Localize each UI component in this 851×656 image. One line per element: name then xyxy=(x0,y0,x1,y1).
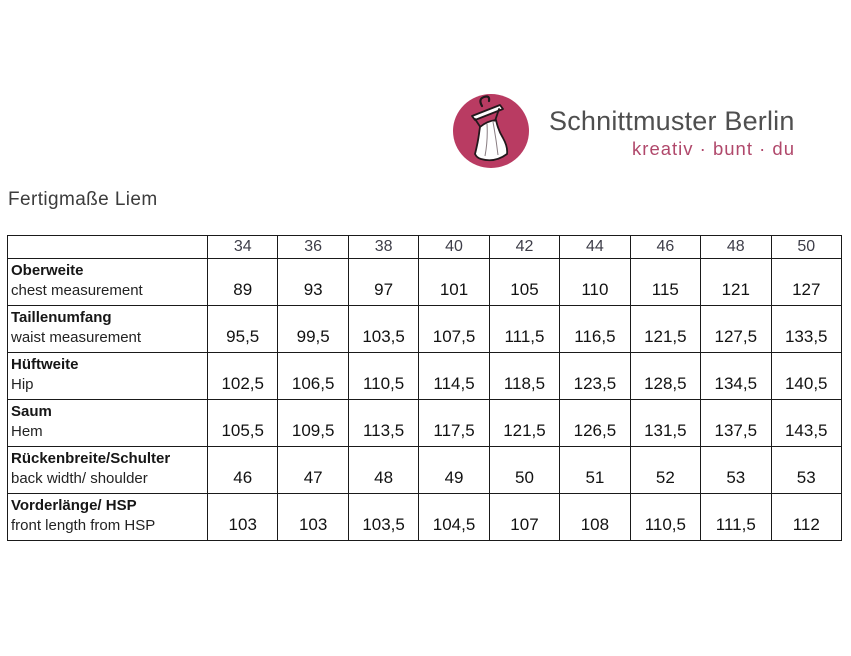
measurement-value: 53 xyxy=(701,447,771,494)
measurement-value: 103,5 xyxy=(348,306,418,353)
measurement-value: 93 xyxy=(278,259,348,306)
page-title: Fertigmaße Liem xyxy=(8,189,158,210)
measurement-value: 106,5 xyxy=(278,353,348,400)
brand-logo xyxy=(451,90,801,180)
size-table-body xyxy=(8,259,842,541)
dress-on-hanger-icon xyxy=(451,90,531,170)
row-label-de: Taillenumfang xyxy=(11,309,112,326)
measurement-value: 134,5 xyxy=(701,353,771,400)
table-row xyxy=(8,447,842,494)
row-label-cell xyxy=(8,400,208,447)
size-table xyxy=(7,235,842,541)
row-label-en: waist measurement xyxy=(11,329,142,346)
measurement-value: 52 xyxy=(630,447,700,494)
measurement-value: 103 xyxy=(278,494,348,541)
measurement-value: 143,5 xyxy=(771,400,842,447)
table-row xyxy=(8,306,842,353)
size-column-header: 38 xyxy=(348,236,418,259)
measurement-value: 133,5 xyxy=(771,306,842,353)
measurement-value: 137,5 xyxy=(701,400,771,447)
corner-cell xyxy=(8,236,208,259)
size-column-header: 42 xyxy=(489,236,559,259)
size-column-header: 50 xyxy=(771,236,842,259)
row-label-de: Oberweite xyxy=(11,262,84,279)
size-column-header: 48 xyxy=(701,236,771,259)
measurement-value: 99,5 xyxy=(278,306,348,353)
measurement-value: 47 xyxy=(278,447,348,494)
row-label-de: Hüftweite xyxy=(11,356,79,373)
row-label-en: front length from HSP xyxy=(11,517,156,534)
measurement-value: 131,5 xyxy=(630,400,700,447)
row-label-de: Rückenbreite/Schulter xyxy=(11,450,171,467)
measurement-value: 110,5 xyxy=(630,494,700,541)
measurement-value: 46 xyxy=(208,447,278,494)
measurement-value: 111,5 xyxy=(701,494,771,541)
row-label-cell xyxy=(8,447,208,494)
size-header-row xyxy=(8,236,842,259)
measurement-value: 101 xyxy=(419,259,489,306)
row-label-en: Hem xyxy=(11,423,43,440)
row-label-cell xyxy=(8,259,208,306)
measurement-value: 116,5 xyxy=(560,306,630,353)
measurement-value: 102,5 xyxy=(208,353,278,400)
measurement-value: 111,5 xyxy=(489,306,559,353)
measurement-value: 126,5 xyxy=(560,400,630,447)
table-row xyxy=(8,259,842,306)
measurement-value: 108 xyxy=(560,494,630,541)
measurement-value: 105,5 xyxy=(208,400,278,447)
size-column-header: 44 xyxy=(560,236,630,259)
measurement-value: 107,5 xyxy=(419,306,489,353)
size-column-header: 40 xyxy=(419,236,489,259)
measurement-value: 121,5 xyxy=(630,306,700,353)
measurement-value: 128,5 xyxy=(630,353,700,400)
measurement-value: 48 xyxy=(348,447,418,494)
size-column-header: 34 xyxy=(208,236,278,259)
measurement-value: 127,5 xyxy=(701,306,771,353)
measurement-value: 110 xyxy=(560,259,630,306)
measurement-value: 117,5 xyxy=(419,400,489,447)
measurement-value: 109,5 xyxy=(278,400,348,447)
measurement-value: 140,5 xyxy=(771,353,842,400)
brand-tagline: kreativ · bunt · du xyxy=(632,138,795,159)
table-row xyxy=(8,400,842,447)
measurement-value: 112 xyxy=(771,494,842,541)
measurement-value: 114,5 xyxy=(419,353,489,400)
size-table-wrap xyxy=(7,235,842,541)
measurement-value: 107 xyxy=(489,494,559,541)
row-label-cell xyxy=(8,494,208,541)
row-label-de: Saum xyxy=(11,403,52,420)
measurement-value: 105 xyxy=(489,259,559,306)
measurement-value: 104,5 xyxy=(419,494,489,541)
measurement-value: 95,5 xyxy=(208,306,278,353)
row-label-en: back width/ shoulder xyxy=(11,470,148,487)
table-row xyxy=(8,494,842,541)
measurement-value: 97 xyxy=(348,259,418,306)
measurement-value: 103,5 xyxy=(348,494,418,541)
measurement-value: 127 xyxy=(771,259,842,306)
brand-name: Schnittmuster Berlin xyxy=(549,106,795,136)
measurement-value: 121 xyxy=(701,259,771,306)
row-label-en: chest measurement xyxy=(11,282,143,299)
measurement-value: 51 xyxy=(560,447,630,494)
measurement-value: 89 xyxy=(208,259,278,306)
measurement-value: 118,5 xyxy=(489,353,559,400)
row-label-de: Vorderlänge/ HSP xyxy=(11,497,137,514)
measurement-value: 110,5 xyxy=(348,353,418,400)
measurement-value: 53 xyxy=(771,447,842,494)
measurement-value: 115 xyxy=(630,259,700,306)
size-column-header: 46 xyxy=(630,236,700,259)
table-row xyxy=(8,353,842,400)
measurement-value: 50 xyxy=(489,447,559,494)
measurement-value: 103 xyxy=(208,494,278,541)
size-column-header: 36 xyxy=(278,236,348,259)
row-label-cell xyxy=(8,353,208,400)
measurement-value: 123,5 xyxy=(560,353,630,400)
row-label-en: Hip xyxy=(11,376,34,393)
row-label-cell xyxy=(8,306,208,353)
measurement-value: 113,5 xyxy=(348,400,418,447)
measurement-value: 49 xyxy=(419,447,489,494)
measurement-value: 121,5 xyxy=(489,400,559,447)
